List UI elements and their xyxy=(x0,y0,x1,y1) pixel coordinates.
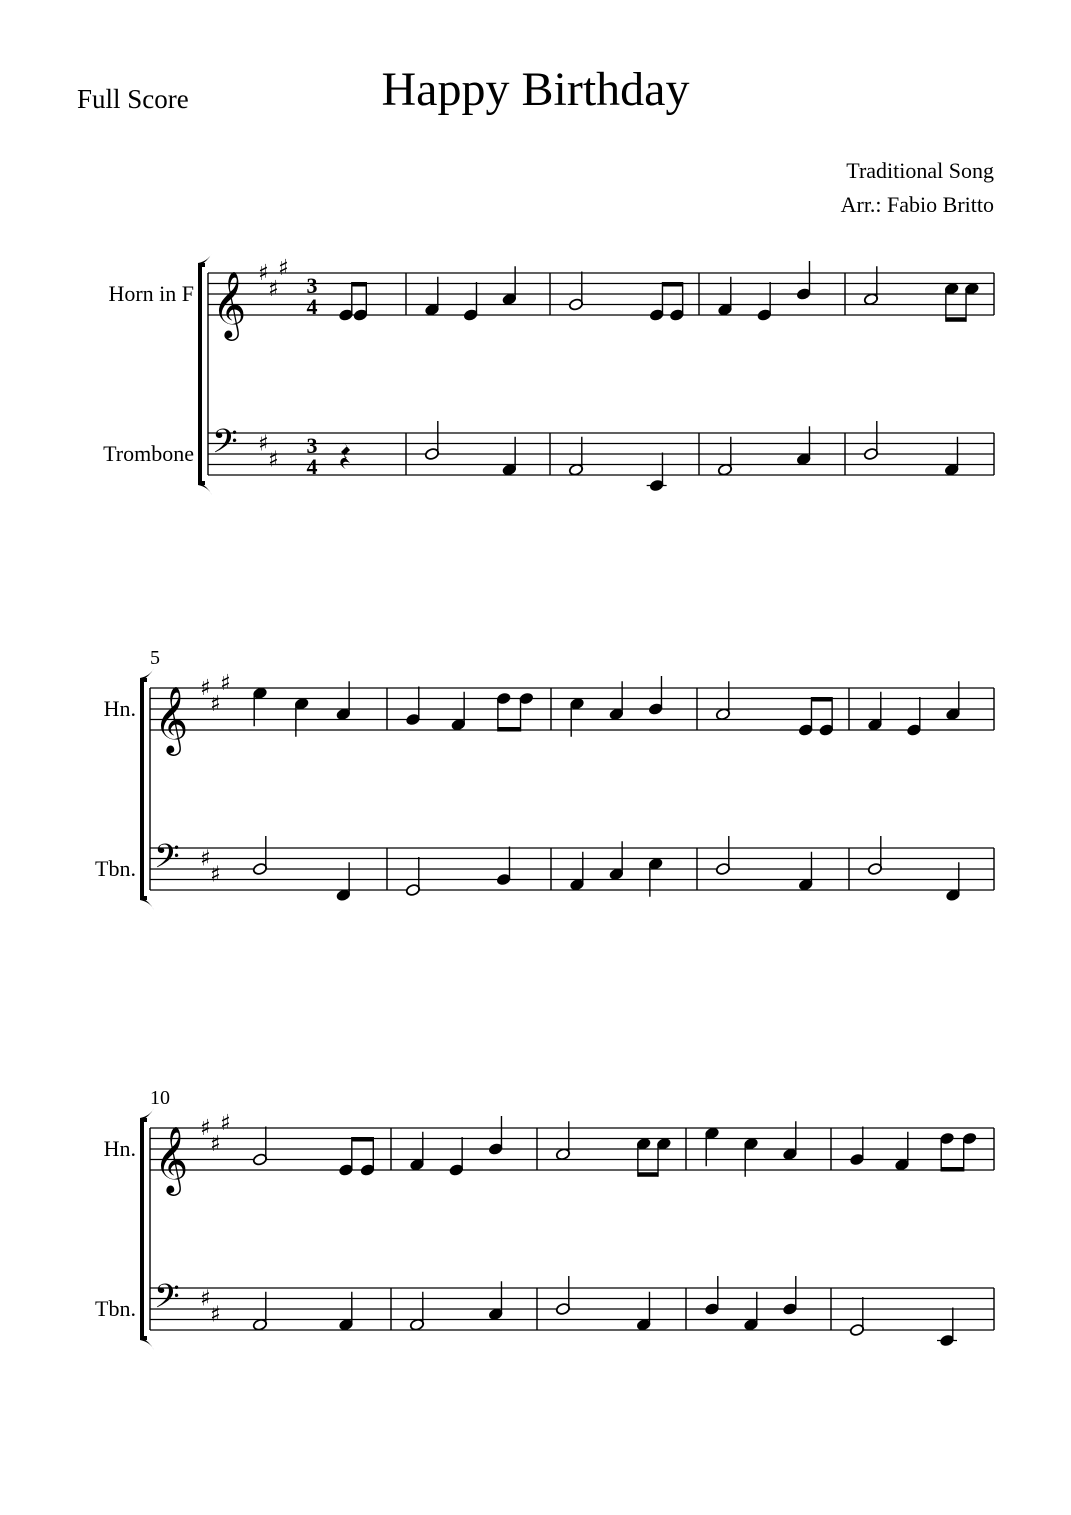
time-signature-numerator: 3 xyxy=(306,272,318,298)
instrument-name-horn: Hn. xyxy=(103,1136,136,1161)
note-beam xyxy=(498,727,521,732)
sharp-key-signature: ♯ xyxy=(258,431,269,457)
note-beam xyxy=(946,317,966,322)
sharp-key-signature: ♯ xyxy=(220,670,231,696)
sharp-key-signature: ♯ xyxy=(200,846,211,872)
full-score-label: Full Score xyxy=(77,84,189,114)
bass-clef: 𝄢 xyxy=(212,423,238,469)
measure-number: 5 xyxy=(150,647,160,669)
sharp-key-signature: ♯ xyxy=(258,261,269,286)
instrument-name-trombone: Tbn. xyxy=(95,856,136,881)
score-title: Happy Birthday xyxy=(381,63,690,116)
measure-number: 10 xyxy=(150,1087,170,1109)
sharp-key-signature: ♯ xyxy=(210,691,221,717)
bass-clef: 𝄢 xyxy=(154,1278,180,1324)
sharp-key-signature: ♯ xyxy=(278,255,289,281)
treble-clef: 𝄞 xyxy=(154,1125,189,1193)
instrument-name-horn: Hn. xyxy=(103,696,136,721)
note-beam xyxy=(352,282,367,287)
bass-clef: 𝄢 xyxy=(154,838,180,884)
instrument-name-horn: Horn in F xyxy=(108,281,194,306)
note-beam xyxy=(352,1137,374,1142)
sharp-key-signature: ♯ xyxy=(200,1286,211,1312)
time-signature-denominator: 4 xyxy=(306,293,318,319)
sharp-key-signature: ♯ xyxy=(268,276,279,302)
note-beam xyxy=(638,1172,658,1177)
instrument-name-trombone: Tbn. xyxy=(95,1296,136,1321)
treble-clef: 𝄞 xyxy=(212,270,247,338)
composer-credit: Traditional Song xyxy=(846,158,994,183)
sharp-key-signature: ♯ xyxy=(200,676,211,701)
sharp-key-signature: ♯ xyxy=(210,1302,221,1328)
system-bracket xyxy=(140,678,147,900)
note-beam xyxy=(662,282,682,287)
sharp-key-signature: ♯ xyxy=(210,1131,221,1157)
time-signature-numerator: 3 xyxy=(306,432,318,458)
note-beam xyxy=(811,697,832,702)
note-beam xyxy=(941,1167,964,1172)
system-bracket xyxy=(198,263,205,485)
sharp-key-signature: ♯ xyxy=(200,1116,211,1141)
sharp-key-signature: ♯ xyxy=(210,862,221,888)
sharp-key-signature: ♯ xyxy=(220,1110,231,1136)
instrument-name-trombone: Trombone xyxy=(103,441,194,466)
system-bracket xyxy=(140,1118,147,1340)
treble-clef: 𝄞 xyxy=(154,685,189,753)
time-signature-denominator: 4 xyxy=(306,453,318,479)
sharp-key-signature: ♯ xyxy=(268,447,279,473)
arranger-credit: Arr.: Fabio Britto xyxy=(840,192,994,217)
